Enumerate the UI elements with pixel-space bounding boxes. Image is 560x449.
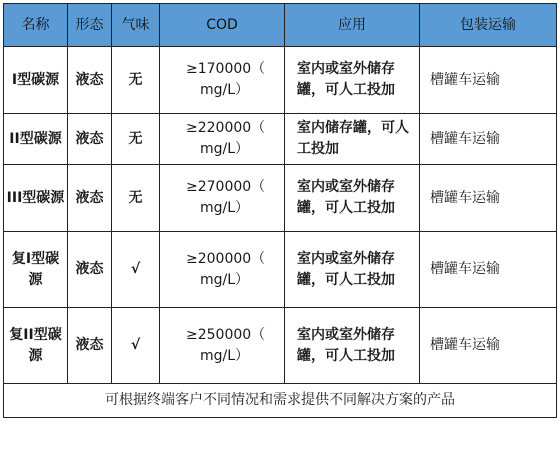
product-use: 室内储存罐，可人工投加	[285, 114, 420, 165]
table-row	[4, 165, 557, 232]
cod-unit: mg/L）	[200, 271, 250, 288]
product-smell: √	[112, 308, 160, 384]
product-form: 液态	[68, 47, 112, 114]
header-name: 名称	[4, 4, 68, 47]
table-row	[4, 47, 557, 114]
product-cod	[160, 47, 285, 114]
product-smell: √	[112, 232, 160, 308]
product-form: 液态	[68, 165, 112, 232]
cod-unit: mg/L）	[200, 141, 250, 157]
header-use: 应用	[285, 4, 420, 47]
product-pack: 槽罐车运输	[420, 232, 557, 308]
product-name: I型碳源	[4, 47, 68, 114]
cod-value: ≥200000（	[186, 250, 266, 267]
product-table-container	[3, 3, 556, 446]
cod-unit: mg/L）	[200, 200, 250, 216]
product-use: 室内或室外储存罐，可人工投加	[285, 47, 420, 114]
header-cod: COD	[160, 4, 285, 47]
header-row	[4, 4, 557, 47]
product-use: 室内或室外储存罐，可人工投加	[285, 232, 420, 308]
table-row	[4, 308, 557, 384]
table-row	[4, 114, 557, 165]
cod-unit: mg/L）	[200, 82, 250, 98]
carbon-source-table	[3, 3, 557, 418]
product-name: 复II型碳源	[4, 308, 68, 384]
product-smell: 无	[112, 165, 160, 232]
footer-note: 可根据终端客户不同情况和需求提供不同解决方案的产品	[4, 384, 557, 418]
product-name: 复I型碳源	[4, 232, 68, 308]
product-form: 液态	[68, 308, 112, 384]
product-pack: 槽罐车运输	[420, 165, 557, 232]
product-pack: 槽罐车运输	[420, 114, 557, 165]
cod-value: ≥250000（	[186, 326, 266, 343]
header-pack: 包装运输	[420, 4, 557, 47]
cod-unit: mg/L）	[200, 347, 250, 364]
product-pack: 槽罐车运输	[420, 308, 557, 384]
table-row	[4, 232, 557, 308]
cod-value: ≥170000（	[186, 61, 266, 77]
header-smell: 气味	[112, 4, 160, 47]
product-pack: 槽罐车运输	[420, 47, 557, 114]
cod-value: ≥220000（	[186, 120, 266, 136]
product-form: 液态	[68, 232, 112, 308]
product-use: 室内或室外储存罐，可人工投加	[285, 308, 420, 384]
cod-value: ≥270000（	[186, 179, 266, 195]
product-smell: 无	[112, 47, 160, 114]
product-cod	[160, 114, 285, 165]
product-use: 室内或室外储存罐，可人工投加	[285, 165, 420, 232]
product-cod	[160, 232, 285, 308]
product-name: II型碳源	[4, 114, 68, 165]
product-form: 液态	[68, 114, 112, 165]
product-smell: 无	[112, 114, 160, 165]
product-cod	[160, 308, 285, 384]
product-name: III型碳源	[4, 165, 68, 232]
footer-row	[4, 384, 557, 418]
header-form: 形态	[68, 4, 112, 47]
product-cod	[160, 165, 285, 232]
